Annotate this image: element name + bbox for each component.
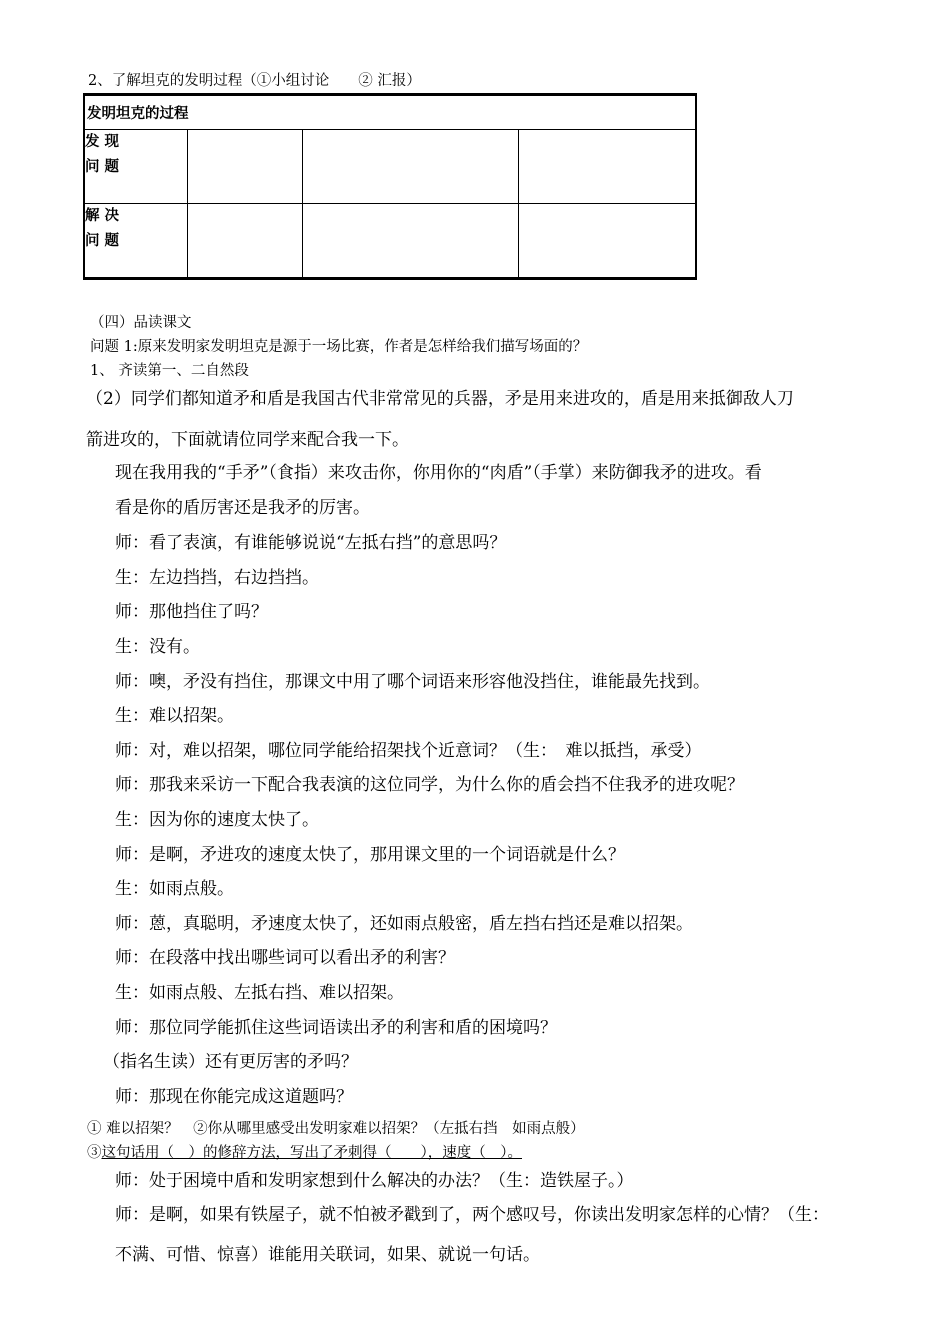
dialogue-line: 生：没有。 [115,637,200,657]
invention-process-table [83,93,697,280]
dialogue-line: 现在我用我的“手矛”（食指）来攻击你，你用你的“肉盾”（手掌）来防御我矛的进攻。看 [115,463,762,483]
dialogue-line: 师：看了表演，有谁能够说说“左抵右挡”的意思吗？ [115,533,507,553]
dialogue-line: 师：那我来采访一下配合我表演的这位同学，为什么你的盾会挡不住我矛的进攻呢？ [115,775,744,795]
dialogue-line: 生：难以招架。 [115,706,234,726]
closing-line: 师：是啊，如果有铁屋子，就不怕被矛戳到了，两个感叹号，你读出发明家怎样的心情？（生： [115,1205,829,1225]
dialogue-line: 师：蒽，真聪明，矛速度太快了，还如雨点般密，盾左挡右挡还是难以招架。 [115,914,693,934]
paragraph-2-line-1: （2）同学们都知道矛和盾是我国古代非常常见的兵器，矛是用来进攻的，盾是用来抵御敌人刀 [86,389,794,409]
table-title: 发明坦克的过程 [84,95,696,130]
row-label-solve-problem: 解 决 问 题 [84,204,188,279]
dialogue-line: 生：左边挡挡，右边挡挡。 [115,568,319,588]
section-4-heading: （四）品读课文 [90,315,192,331]
question-1: 问题 1:原来发明家发明坦克是源于一场比赛，作者是怎样给我们描写场面的？ [90,339,588,355]
dialogue-line: 师：是啊，矛进攻的速度太快了，那用课文里的一个词语就是什么？ [115,845,625,865]
dialogue-line: 生：因为你的速度太快了。 [115,810,319,830]
table-cell[interactable] [519,130,697,204]
closing-line: 不满、可惜、惊喜）谁能用关联词，如果、就说一句话。 [115,1245,540,1265]
table-cell[interactable] [519,204,697,279]
paragraph-2-line-2: 箭进攻的，下面就请位同学来配合我一下。 [86,430,409,450]
row-label-discover-problem: 发 现 问 题 [84,130,188,204]
dialogue-line: 师：对，难以招架，哪位同学能给招架找个近意词？（生： 难以抵挡，承受） [115,741,702,761]
dialogue-line: 师：噢，矛没有挡住，那课文中用了哪个词语来形容他没挡住，谁能最先找到。 [115,672,710,692]
table-row [84,130,696,204]
exercise-line-1: ① 难以招架？ ②你从哪里感受出发明家难以招架？（左抵右挡 如雨点般） [87,1121,585,1137]
exercise-line-2: ③这句话用（ ）的修辞方法，写出了矛刺得（ ），速度（ ）。 [87,1145,522,1161]
table-cell[interactable] [188,204,303,279]
dialogue-line: 师：那位同学能抓住这些词语读出矛的利害和盾的困境吗？ [115,1018,557,1038]
dialogue-line: 看是你的盾厉害还是我矛的厉害。 [115,498,370,518]
exercise-fill-blank: 这句话用（ ）的修辞方法，写出了矛刺得（ ），速度（ ）。 [101,1145,522,1161]
table-cell[interactable] [303,204,519,279]
dialogue-line: 生：如雨点般、左抵右挡、难以招架。 [115,983,404,1003]
dialogue-line: 生：如雨点般。 [115,879,234,899]
closing-line: 师：处于困境中盾和发明家想到什么解决的办法？（生：造铁屋子。） [115,1171,634,1191]
table-cell[interactable] [303,130,519,204]
dialogue-line: 师：那现在你能完成这道题吗？ [115,1087,353,1107]
table-row [84,204,696,279]
dialogue-line: （指名生读）还有更厉害的矛吗？ [103,1052,358,1072]
step-1: 1、 齐读第一、二自然段 [90,363,249,379]
dialogue-line: 师：在段落中找出哪些词可以看出矛的利害？ [115,948,455,968]
table-cell[interactable] [188,130,303,204]
section-task-heading: 2、了解坦克的发明过程（①小组讨论 ② 汇报） [88,73,421,89]
dialogue-line: 师：那他挡住了吗？ [115,602,268,622]
